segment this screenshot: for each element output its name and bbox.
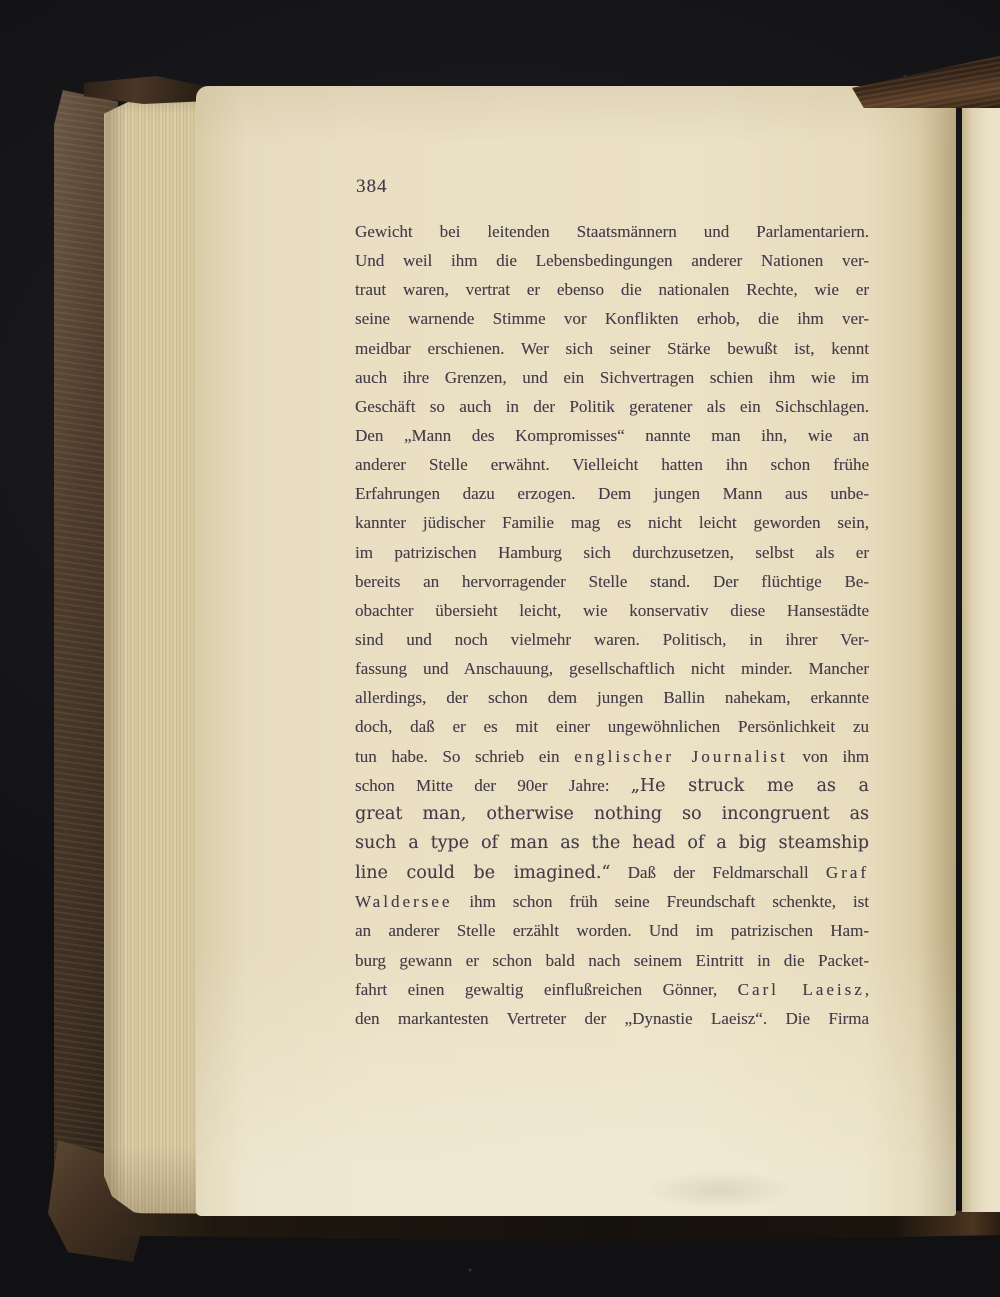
- text-segment: burg gewann er schon bald nach seinem Eintritt in die Packet-: [355, 950, 869, 970]
- text-line: [355, 246, 869, 275]
- text-segment: Gewicht bei leitenden Staatsmännern und Parlamentariern.: [355, 222, 869, 241]
- text-line: [355, 596, 869, 625]
- text-line: [355, 800, 869, 829]
- text-line: [355, 392, 869, 421]
- text-segment: seine warnende Stimme vor Konflikten erhob, die ihm ver-: [355, 309, 869, 329]
- text-line: [355, 450, 869, 479]
- text-segment: Und weil ihm die Lebensbedingungen anderer Nationen ver-: [355, 251, 869, 271]
- text-line: [355, 625, 869, 654]
- text-line: [355, 508, 869, 537]
- text-segment: Graf: [825, 863, 869, 883]
- text-segment: Den „Mann des Kompromisses“ nannte man ihn, wie an: [355, 425, 869, 445]
- text-segment: „He struck me as a: [630, 775, 869, 796]
- text-segment: obachter übersieht leicht, wie konservativ diese Hansestädte: [355, 600, 869, 620]
- text-line: [355, 1004, 869, 1033]
- text-line: [355, 887, 869, 916]
- text-segment: Erfahrungen dazu erzogen. Dem jungen Mann aus unbe-: [355, 484, 869, 504]
- text-line: [355, 916, 869, 945]
- book-cover-edge-top-right: [852, 52, 1000, 108]
- text-line: [355, 858, 869, 887]
- text-line: [355, 538, 869, 567]
- text-segment: ,: [864, 979, 869, 999]
- text-segment: sind und noch vielmehr waren. Politisch, in ihrer Ver-: [355, 629, 869, 649]
- text-segment: traut waren, vertrat er ebenso die nationalen Rechte, wie er: [355, 280, 869, 300]
- text-segment: Waldersee: [355, 892, 453, 912]
- text-segment: im patrizischen Hamburg sich durchzusetzen, selbst als er: [355, 542, 869, 562]
- text-segment: fassung und Anschauung, gesellschaftlich nicht minder. Mancher: [355, 659, 869, 679]
- text-segment: an anderer Stelle erzählt worden. Und im patrizischen Ham-: [355, 921, 869, 941]
- text-line: [355, 275, 869, 304]
- text-line: [355, 567, 869, 596]
- text-line: [355, 946, 869, 975]
- text-segment: schon Mitte der 90er Jahre:: [355, 775, 631, 795]
- text-line: [355, 334, 869, 363]
- text-segment: line could be imagined.“: [355, 863, 611, 884]
- text-line: [355, 829, 869, 858]
- text-segment: Carl Laeisz: [737, 979, 865, 999]
- page-edges-stack: [104, 84, 204, 1226]
- text-line: [355, 363, 869, 392]
- text-line: [355, 742, 869, 771]
- text-line: [355, 975, 869, 1004]
- text-segment: anderer Stelle erwähnt. Vielleicht hatten ihn schon frühe: [355, 455, 869, 475]
- text-line: [355, 771, 869, 800]
- text-segment: von ihm: [787, 746, 869, 766]
- page-text: [355, 217, 869, 1033]
- text-segment: ihm schon früh seine Freundschaft schenkte, ist: [452, 892, 869, 912]
- text-segment: allerdings, der schon dem jungen Ballin nahekam, erkannte: [355, 688, 869, 708]
- book-page: [196, 86, 956, 1216]
- text-line: [355, 421, 869, 450]
- text-segment: bereits an hervorragender Stelle stand. Der flüchtige Be-: [355, 571, 869, 591]
- text-segment: doch, daß er es mit einer ungewöhnlichen Persönlichkeit zu: [355, 717, 869, 737]
- text-line: [355, 683, 869, 712]
- text-segment: kannter jüdischer Familie mag es nicht leicht geworden sein,: [355, 513, 869, 533]
- text-line: [355, 304, 869, 333]
- text-segment: such a type of man as the head of a big steamship: [355, 832, 869, 853]
- text-line: [355, 654, 869, 683]
- text-line: [355, 217, 869, 246]
- page-number: 384: [356, 176, 388, 197]
- text-segment: den markantesten Vertreter der „Dynastie Laeisz“. Die Firma: [355, 1008, 869, 1028]
- text-segment: auch ihre Grenzen, und ein Sichvertragen schien ihm wie im: [355, 367, 869, 387]
- text-segment: great man, otherwise nothing so incongruent as: [355, 803, 869, 824]
- facing-page-sliver: [962, 90, 1000, 1212]
- text-segment: englischer Journalist: [574, 746, 788, 766]
- text-segment: fahrt einen gewaltig einflußreichen Gönner,: [355, 979, 738, 999]
- text-segment: tun habe. So schrieb ein: [355, 746, 575, 766]
- text-segment: Daß der Feldmarschall: [610, 863, 826, 883]
- text-line: [355, 479, 869, 508]
- text-segment: meidbar erschienen. Wer sich seiner Stärke bewußt ist, kennt: [355, 338, 869, 358]
- text-segment: Geschäft so auch in der Politik geratener als ein Sichschlagen.: [355, 396, 869, 416]
- text-line: [355, 712, 869, 741]
